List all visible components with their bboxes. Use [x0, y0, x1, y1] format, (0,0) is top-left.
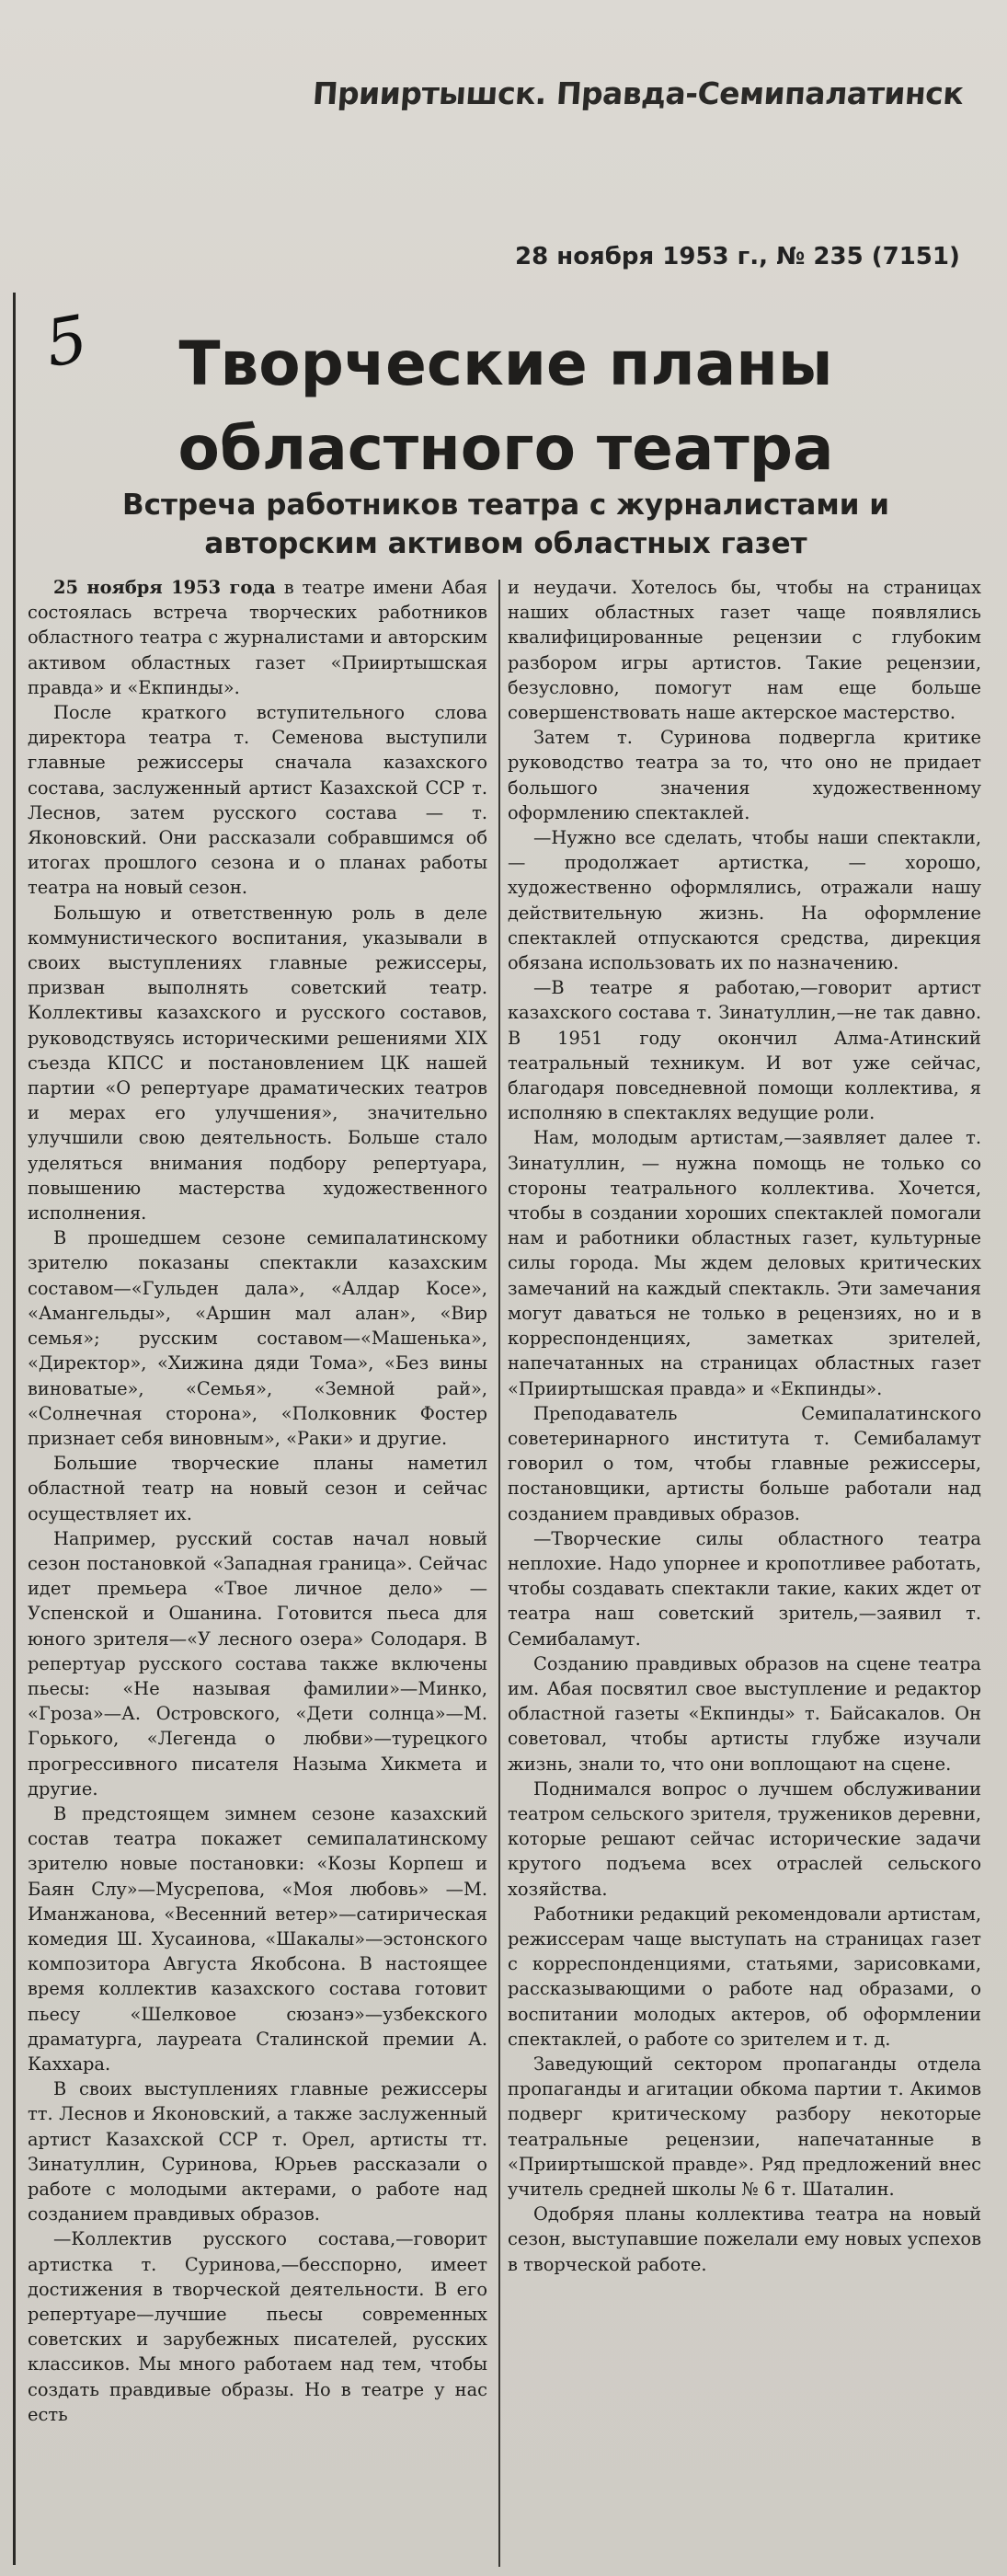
paragraph: и неудачи. Хотелось бы, чтобы на страницах наших областных газет чаще появлялись квалифицированные рецензии с глубоким разбором игры артистов. Такие рецензии, безусловно, помогут нам еще больше совершенствовать наше актерское мастерство.	[508, 577, 981, 724]
paragraph: Заведующий сектором пропаганды отдела пропаганды и агитации обкома партии т. Акимов подверг критическому разбору некоторые театральные рецензии, напечатанные в «Прииртышской правде». Ряд предложений внес учитель средней школы № 6 т. Шаталин.	[508, 2053, 981, 2200]
paragraph: В своих выступлениях главные режиссеры тт. Леснов и Яконовский, а также заслуженный артист Казахской ССР т. Орел, артисты тт. Зинатуллин, Суринова, Юрьев рассказали о работе с молодыми актерами, о работе над созданием правдивых образов.	[28, 2078, 487, 2225]
paragraph: Созданию правдивых образов на сцене театра им. Абая посвятил свое выступление и редактор областной газеты «Екпинды» т. Байсакалов. Он советовал, чтобы артисты глубже изучали жизнь, знали то, что они воплощают на сцене.	[508, 1652, 981, 1775]
paragraph: Работники редакций рекомендовали артистам, режиссерам чаще выступать на страницах газет с корреспонденциями, статьями, зарисовками, рассказывающими о работе над образами, о воспитании молодых актеров, об оформлении спектаклей, о работе со зрителем и т. д.	[508, 1903, 981, 2050]
paragraph: Одобряя планы коллектива театра на новый сезон, выступавшие пожелали ему новых успехов в творческой работе.	[508, 2203, 981, 2275]
paragraph	[28, 575, 487, 700]
article-subtitle: Встреча работников театра с журналистами и авторским активом областных газет	[122, 489, 889, 560]
paragraph: Нам, молодым артистам,—заявляет далее т. Зинатуллин, — нужна помощь не только со стороны театрального коллектива. Хочется, чтобы в создании хороших спектаклей помогали нам и работники областных газет, культурные силы города. Мы ждем деловых критических замечаний на каждый спектакль. Эти замечания могут даваться не только в рецензиях, но и в корреспонденциях, заметках зрителей, напечатанных на страницах областных газет «Прииртышская правда» и «Екпинды».	[508, 1127, 981, 1399]
paragraph: —Нужно все сделать, чтобы наши спектакли, — продолжает артистка, — хорошо, художественно оформлялись, отражали нашу действительную жизнь. На оформление спектаклей отпускаются средства, дирекция обязана использовать их по назначению.	[508, 827, 981, 974]
left-column	[28, 575, 487, 2571]
paragraph: Поднимался вопрос о лучшем обслуживании театром сельского зрителя, тружеников деревни, которые решают сейчас исторические задачи крутого подъема всех отраслей сельского хозяйства.	[508, 1777, 981, 1900]
paragraph: Большие творческие планы наметил областной театр на новый сезон и сейчас осуществляет их.	[28, 1453, 487, 1524]
paragraph: Преподаватель Семипалатинского советеринарного института т. Семибаламут говорил о том, чтобы главные режиссеры, постановщики, артисты больше работали над созданием правдивых образов.	[508, 1402, 981, 1524]
paragraph-text: в театре имени Абая состоялась встреча творческих работников областного театра с журналистами и авторским активом областных газет «Прииртышская правда» и «Екпинды».	[28, 577, 487, 698]
paragraph: Затем т. Суринова подвергла критике руководство театра за то, что оно не придает большого значения художественному оформлению спектаклей.	[508, 727, 981, 823]
paragraph: Например, русский состав начал новый сезон постановкой «Западная граница». Сейчас идет премьера «Твое личное дело» — Успенской и Ошанина. Готовится пьеса для юного зрителя—«У лесного озера» Солодаря. В репертуар русского состава также включены пьесы: «Не называя фамилии»—Минко, «Гроза»—А. Островского, «Дети солнца»—М. Горького, «Легенда о любви»—турецкого прогрессивного писателя Назыма Хикмета и другие.	[28, 1527, 487, 1800]
newspaper-name: Прииртышск. Правда-Семипалатинск	[311, 75, 965, 111]
article-body	[28, 575, 993, 2571]
paragraph: В прошедшем сезоне семипалатинскому зрителю показаны спектакли казахским составом—«Гульден дала», «Алдар Косе», «Амангельды», «Аршин мал алан», «Вир семья»; русским составом—«Машенька», «Директор», «Хижина дяди Тома», «Без вины виноватые», «Семья», «Земной рай», «Солнечная сторона», «Полковник Фостер признает себя виновным», «Раки» и другие.	[28, 1227, 487, 1449]
right-column	[508, 575, 981, 2571]
article-title: Творческие планы областного театра	[177, 328, 834, 484]
handwritten-number: 5	[40, 300, 94, 383]
paragraph: После краткого вступительного слова директора театра т. Семенова выступили главные режиссеры сначала казахского состава, заслуженный артист Казахской ССР т. Леснов, затем русского состава — т. Яконовский. Они рассказали собравшимся об итогах прошлого сезона и о планах работы театра на новый сезон.	[28, 702, 487, 899]
paragraph: Большую и ответственную роль в деле коммунистического воспитания, указывали в своих выступлениях главные режиссеры, призван выполнять советский театр. Коллективы казахского и русского составов, руководствуясь историческими решениями XIX съезда КПСС и постановлением ЦК нашей партии «О репертуаре драматических театров и мерах его улучшения», значительно улучшили свою деятельность. Больше стало уделяться внимания подбору репертуара, повышению мастерства художественного исполнения.	[28, 902, 487, 1225]
frame-border	[13, 293, 16, 2565]
dateline: 25 ноября 1953 года	[53, 577, 276, 598]
paragraph: —Творческие силы областного театра неплохие. Надо упорнее и кропотливее работать, чтобы создавать спектакли такие, каких ждет от театра наш советский зритель,—заявил т. Семибаламут.	[508, 1527, 981, 1650]
issue-date: 28 ноября 1953 г., № 235 (7151)	[515, 243, 960, 270]
paragraph: —Коллектив русского состава,—говорит артистка т. Суринова,—бесспорно, имеет достижения в творческой деятельности. В его репертуаре—лучшие пьесы современных советских и зарубежных писателей, русских классиков. Мы много работаем над тем, чтобы создать правдивые образы. Но в театре у нас есть	[28, 2228, 487, 2425]
paragraph: В предстоящем зимнем сезоне казахский состав театра покажет семипалатинскому зрителю новые постановки: «Козы Корпеш и Баян Слу»—Мусрепова, «Моя любовь» —М. Иманжанова, «Весенний ветер»—сатирическая комедия Ш. Хусаинова, «Шакалы»—эстонского композитора Августа Якобсона. В настоящее время коллектив казахского состава готовит пьесу «Шелковое сюзанэ»—узбекского драматурга, лауреата Сталинской премии А. Каххара.	[28, 1802, 487, 2075]
paragraph: —В театре я работаю,—говорит артист казахского состава т. Зинатуллин,—не так давно. В 1951 году окончил Алма-Атинский театральный техникум. И вот уже сейчас, благодаря повседневной помощи коллектива, я исполняю в спектаклях ведущие роли.	[508, 977, 981, 1124]
